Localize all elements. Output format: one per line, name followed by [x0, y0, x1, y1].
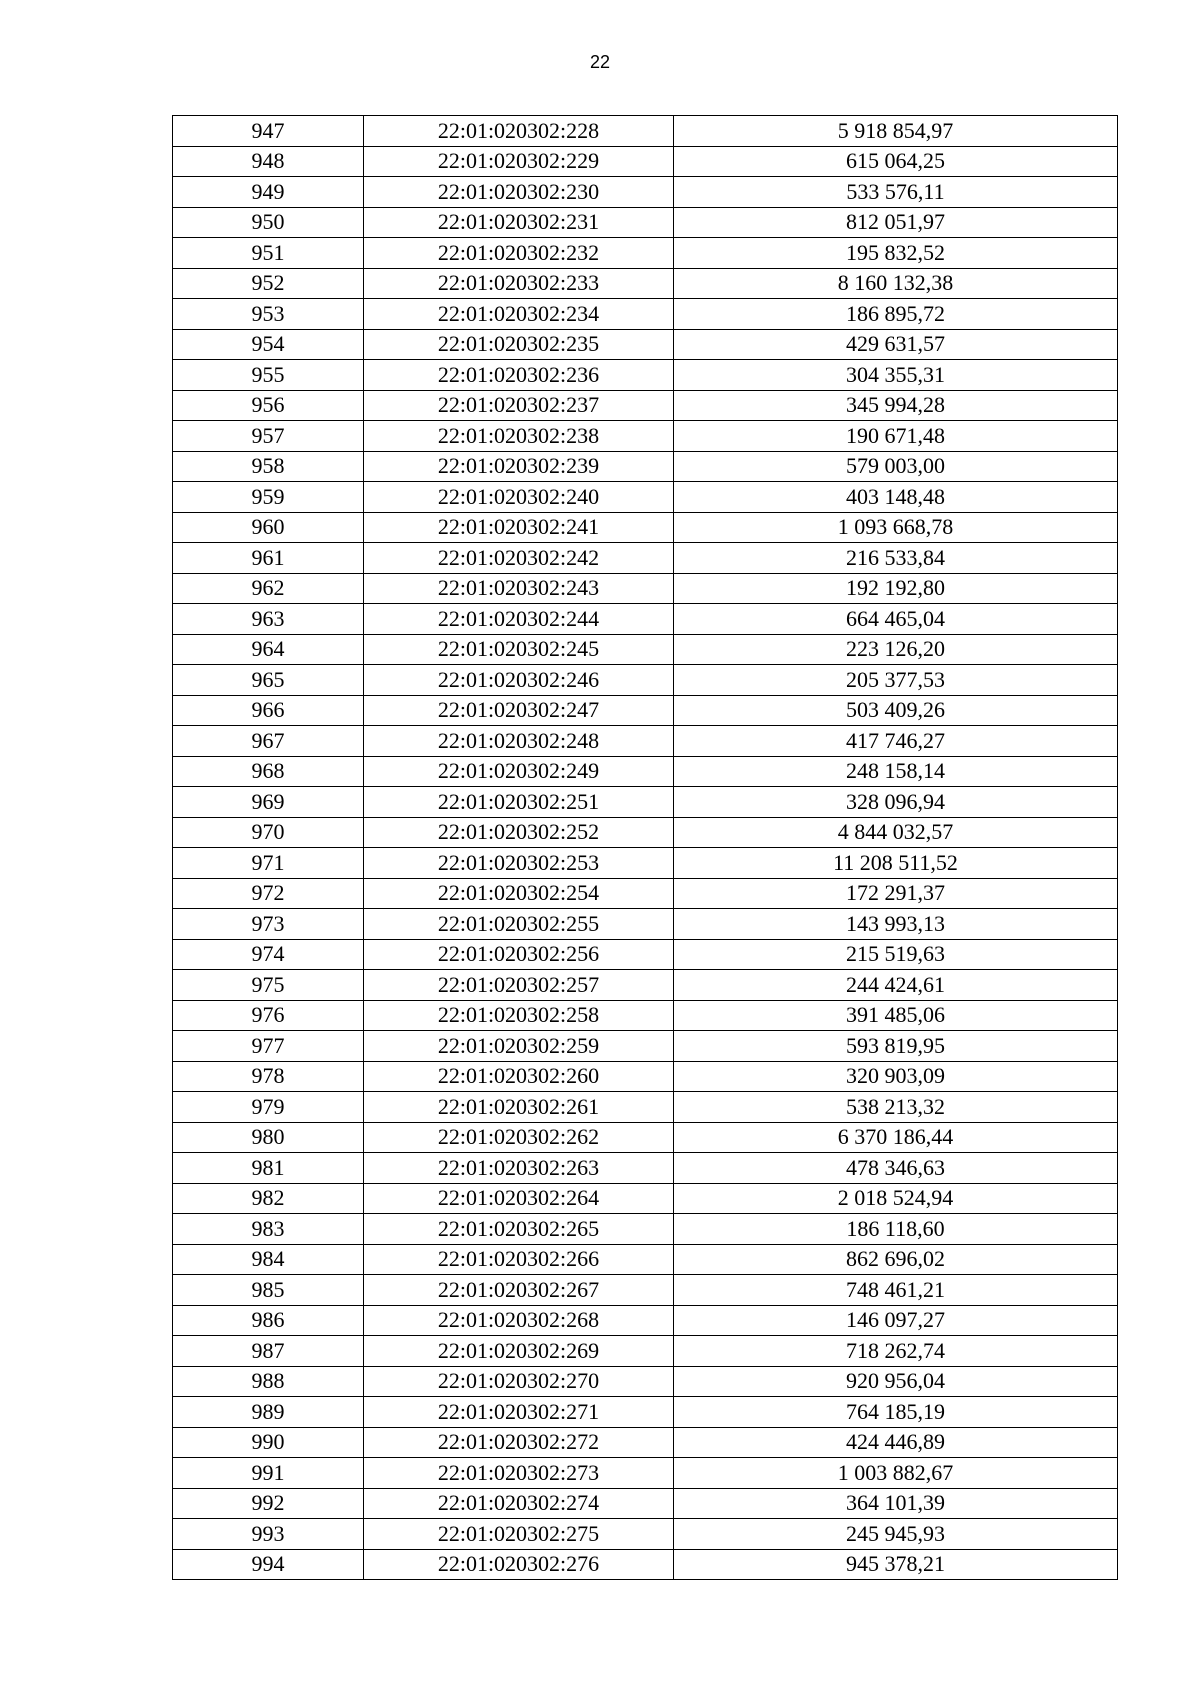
row-number-cell: 990 [173, 1427, 364, 1458]
row-number-cell: 957 [173, 421, 364, 452]
row-number-cell: 964 [173, 634, 364, 665]
table-row [173, 146, 1118, 177]
row-number-cell: 967 [173, 726, 364, 757]
row-number-cell: 992 [173, 1488, 364, 1519]
table-row [173, 1061, 1118, 1092]
value-cell: 429 631,57 [674, 329, 1118, 360]
cadastral-number-cell: 22:01:020302:240 [364, 482, 674, 513]
cadastral-number-cell: 22:01:020302:238 [364, 421, 674, 452]
value-cell: 195 832,52 [674, 238, 1118, 269]
table-row [173, 573, 1118, 604]
cadastral-number-cell: 22:01:020302:267 [364, 1275, 674, 1306]
table-row [173, 482, 1118, 513]
value-cell: 364 101,39 [674, 1488, 1118, 1519]
value-cell: 223 126,20 [674, 634, 1118, 665]
value-cell: 579 003,00 [674, 451, 1118, 482]
cadastral-number-cell: 22:01:020302:271 [364, 1397, 674, 1428]
value-cell: 4 844 032,57 [674, 817, 1118, 848]
value-cell: 945 378,21 [674, 1549, 1118, 1580]
value-cell: 146 097,27 [674, 1305, 1118, 1336]
row-number-cell: 981 [173, 1153, 364, 1184]
table-row [173, 604, 1118, 635]
row-number-cell: 986 [173, 1305, 364, 1336]
row-number-cell: 979 [173, 1092, 364, 1123]
cadastral-number-cell: 22:01:020302:254 [364, 878, 674, 909]
cadastral-number-cell: 22:01:020302:231 [364, 207, 674, 238]
value-cell: 215 519,63 [674, 939, 1118, 970]
row-number-cell: 968 [173, 756, 364, 787]
row-number-cell: 961 [173, 543, 364, 574]
table-row [173, 329, 1118, 360]
value-cell: 862 696,02 [674, 1244, 1118, 1275]
cadastral-number-cell: 22:01:020302:264 [364, 1183, 674, 1214]
value-cell: 192 192,80 [674, 573, 1118, 604]
row-number-cell: 971 [173, 848, 364, 879]
row-number-cell: 976 [173, 1000, 364, 1031]
cadastral-number-cell: 22:01:020302:233 [364, 268, 674, 299]
value-cell: 615 064,25 [674, 146, 1118, 177]
table-row [173, 1366, 1118, 1397]
cadastral-number-cell: 22:01:020302:230 [364, 177, 674, 208]
value-cell: 11 208 511,52 [674, 848, 1118, 879]
table-row [173, 787, 1118, 818]
cadastral-number-cell: 22:01:020302:236 [364, 360, 674, 391]
row-number-cell: 958 [173, 451, 364, 482]
row-number-cell: 949 [173, 177, 364, 208]
value-cell: 143 993,13 [674, 909, 1118, 940]
table-row [173, 1397, 1118, 1428]
row-number-cell: 956 [173, 390, 364, 421]
cadastral-number-cell: 22:01:020302:239 [364, 451, 674, 482]
row-number-cell: 950 [173, 207, 364, 238]
value-cell: 5 918 854,97 [674, 116, 1118, 147]
cadastral-number-cell: 22:01:020302:237 [364, 390, 674, 421]
cadastral-number-cell: 22:01:020302:252 [364, 817, 674, 848]
table-body [173, 116, 1118, 1580]
cadastral-number-cell: 22:01:020302:275 [364, 1519, 674, 1550]
value-cell: 304 355,31 [674, 360, 1118, 391]
row-number-cell: 948 [173, 146, 364, 177]
cadastral-number-cell: 22:01:020302:261 [364, 1092, 674, 1123]
table-row [173, 1183, 1118, 1214]
row-number-cell: 993 [173, 1519, 364, 1550]
table-row [173, 268, 1118, 299]
table-row [173, 634, 1118, 665]
table-row [173, 1031, 1118, 1062]
row-number-cell: 951 [173, 238, 364, 269]
row-number-cell: 991 [173, 1458, 364, 1489]
row-number-cell: 965 [173, 665, 364, 696]
value-cell: 538 213,32 [674, 1092, 1118, 1123]
value-cell: 6 370 186,44 [674, 1122, 1118, 1153]
row-number-cell: 952 [173, 268, 364, 299]
value-cell: 764 185,19 [674, 1397, 1118, 1428]
table-row [173, 299, 1118, 330]
cadastral-number-cell: 22:01:020302:251 [364, 787, 674, 818]
table-row [173, 756, 1118, 787]
row-number-cell: 974 [173, 939, 364, 970]
cadastral-number-cell: 22:01:020302:270 [364, 1366, 674, 1397]
cadastral-number-cell: 22:01:020302:235 [364, 329, 674, 360]
table-row [173, 360, 1118, 391]
value-cell: 190 671,48 [674, 421, 1118, 452]
value-cell: 2 018 524,94 [674, 1183, 1118, 1214]
row-number-cell: 960 [173, 512, 364, 543]
cadastral-number-cell: 22:01:020302:253 [364, 848, 674, 879]
value-cell: 320 903,09 [674, 1061, 1118, 1092]
row-number-cell: 953 [173, 299, 364, 330]
cadastral-number-cell: 22:01:020302:245 [364, 634, 674, 665]
row-number-cell: 983 [173, 1214, 364, 1245]
table-row [173, 1275, 1118, 1306]
row-number-cell: 963 [173, 604, 364, 635]
table-row [173, 1153, 1118, 1184]
value-cell: 503 409,26 [674, 695, 1118, 726]
table-row [173, 1122, 1118, 1153]
row-number-cell: 966 [173, 695, 364, 726]
value-cell: 664 465,04 [674, 604, 1118, 635]
value-cell: 216 533,84 [674, 543, 1118, 574]
table-row [173, 1000, 1118, 1031]
table-row [173, 1488, 1118, 1519]
cadastral-number-cell: 22:01:020302:269 [364, 1336, 674, 1367]
table-row [173, 848, 1118, 879]
row-number-cell: 977 [173, 1031, 364, 1062]
table-row [173, 970, 1118, 1001]
table-row [173, 1092, 1118, 1123]
cadastral-number-cell: 22:01:020302:276 [364, 1549, 674, 1580]
table-row [173, 543, 1118, 574]
row-number-cell: 980 [173, 1122, 364, 1153]
value-cell: 186 118,60 [674, 1214, 1118, 1245]
value-cell: 245 945,93 [674, 1519, 1118, 1550]
value-cell: 172 291,37 [674, 878, 1118, 909]
value-cell: 391 485,06 [674, 1000, 1118, 1031]
cadastral-number-cell: 22:01:020302:234 [364, 299, 674, 330]
cadastral-number-cell: 22:01:020302:268 [364, 1305, 674, 1336]
table-row [173, 695, 1118, 726]
table-row [173, 665, 1118, 696]
cadastral-number-cell: 22:01:020302:255 [364, 909, 674, 940]
cadastral-number-cell: 22:01:020302:272 [364, 1427, 674, 1458]
table-row [173, 1519, 1118, 1550]
value-cell: 403 148,48 [674, 482, 1118, 513]
row-number-cell: 987 [173, 1336, 364, 1367]
table-row [173, 909, 1118, 940]
cadastral-value-table [172, 115, 1118, 1580]
row-number-cell: 973 [173, 909, 364, 940]
cadastral-number-cell: 22:01:020302:257 [364, 970, 674, 1001]
value-cell: 593 819,95 [674, 1031, 1118, 1062]
table-row [173, 1427, 1118, 1458]
cadastral-number-cell: 22:01:020302:229 [364, 146, 674, 177]
table-row [173, 1336, 1118, 1367]
cadastral-number-cell: 22:01:020302:265 [364, 1214, 674, 1245]
value-cell: 478 346,63 [674, 1153, 1118, 1184]
table-row [173, 1458, 1118, 1489]
value-cell: 186 895,72 [674, 299, 1118, 330]
value-cell: 8 160 132,38 [674, 268, 1118, 299]
table-row [173, 177, 1118, 208]
table-row [173, 1214, 1118, 1245]
table-row [173, 1549, 1118, 1580]
value-cell: 244 424,61 [674, 970, 1118, 1001]
cadastral-number-cell: 22:01:020302:246 [364, 665, 674, 696]
cadastral-number-cell: 22:01:020302:273 [364, 1458, 674, 1489]
row-number-cell: 984 [173, 1244, 364, 1275]
table-row [173, 939, 1118, 970]
row-number-cell: 954 [173, 329, 364, 360]
cadastral-number-cell: 22:01:020302:266 [364, 1244, 674, 1275]
cadastral-number-cell: 22:01:020302:242 [364, 543, 674, 574]
row-number-cell: 985 [173, 1275, 364, 1306]
row-number-cell: 978 [173, 1061, 364, 1092]
cadastral-number-cell: 22:01:020302:232 [364, 238, 674, 269]
table-row [173, 878, 1118, 909]
cadastral-number-cell: 22:01:020302:249 [364, 756, 674, 787]
value-cell: 205 377,53 [674, 665, 1118, 696]
cadastral-number-cell: 22:01:020302:274 [364, 1488, 674, 1519]
row-number-cell: 972 [173, 878, 364, 909]
page-number: 22 [589, 52, 611, 72]
row-number-cell: 969 [173, 787, 364, 818]
value-cell: 1 003 882,67 [674, 1458, 1118, 1489]
cadastral-number-cell: 22:01:020302:228 [364, 116, 674, 147]
table-row [173, 238, 1118, 269]
value-cell: 345 994,28 [674, 390, 1118, 421]
row-number-cell: 955 [173, 360, 364, 391]
cadastral-number-cell: 22:01:020302:262 [364, 1122, 674, 1153]
cadastral-number-cell: 22:01:020302:263 [364, 1153, 674, 1184]
cadastral-number-cell: 22:01:020302:260 [364, 1061, 674, 1092]
row-number-cell: 975 [173, 970, 364, 1001]
value-cell: 812 051,97 [674, 207, 1118, 238]
row-number-cell: 959 [173, 482, 364, 513]
table-row [173, 726, 1118, 757]
row-number-cell: 994 [173, 1549, 364, 1580]
row-number-cell: 982 [173, 1183, 364, 1214]
row-number-cell: 988 [173, 1366, 364, 1397]
table-row [173, 451, 1118, 482]
value-cell: 1 093 668,78 [674, 512, 1118, 543]
row-number-cell: 947 [173, 116, 364, 147]
cadastral-number-cell: 22:01:020302:258 [364, 1000, 674, 1031]
cadastral-number-cell: 22:01:020302:244 [364, 604, 674, 635]
table-row [173, 512, 1118, 543]
value-cell: 718 262,74 [674, 1336, 1118, 1367]
row-number-cell: 970 [173, 817, 364, 848]
table-row [173, 1244, 1118, 1275]
value-cell: 920 956,04 [674, 1366, 1118, 1397]
value-cell: 328 096,94 [674, 787, 1118, 818]
value-cell: 248 158,14 [674, 756, 1118, 787]
row-number-cell: 962 [173, 573, 364, 604]
cadastral-number-cell: 22:01:020302:259 [364, 1031, 674, 1062]
table-row [173, 1305, 1118, 1336]
table-row [173, 390, 1118, 421]
cadastral-number-cell: 22:01:020302:241 [364, 512, 674, 543]
cadastral-number-cell: 22:01:020302:243 [364, 573, 674, 604]
cadastral-number-cell: 22:01:020302:256 [364, 939, 674, 970]
table-row [173, 116, 1118, 147]
value-cell: 748 461,21 [674, 1275, 1118, 1306]
row-number-cell: 989 [173, 1397, 364, 1428]
value-cell: 533 576,11 [674, 177, 1118, 208]
cadastral-number-cell: 22:01:020302:247 [364, 695, 674, 726]
value-cell: 417 746,27 [674, 726, 1118, 757]
table-row [173, 817, 1118, 848]
cadastral-number-cell: 22:01:020302:248 [364, 726, 674, 757]
value-cell: 424 446,89 [674, 1427, 1118, 1458]
table-row [173, 421, 1118, 452]
table-row [173, 207, 1118, 238]
